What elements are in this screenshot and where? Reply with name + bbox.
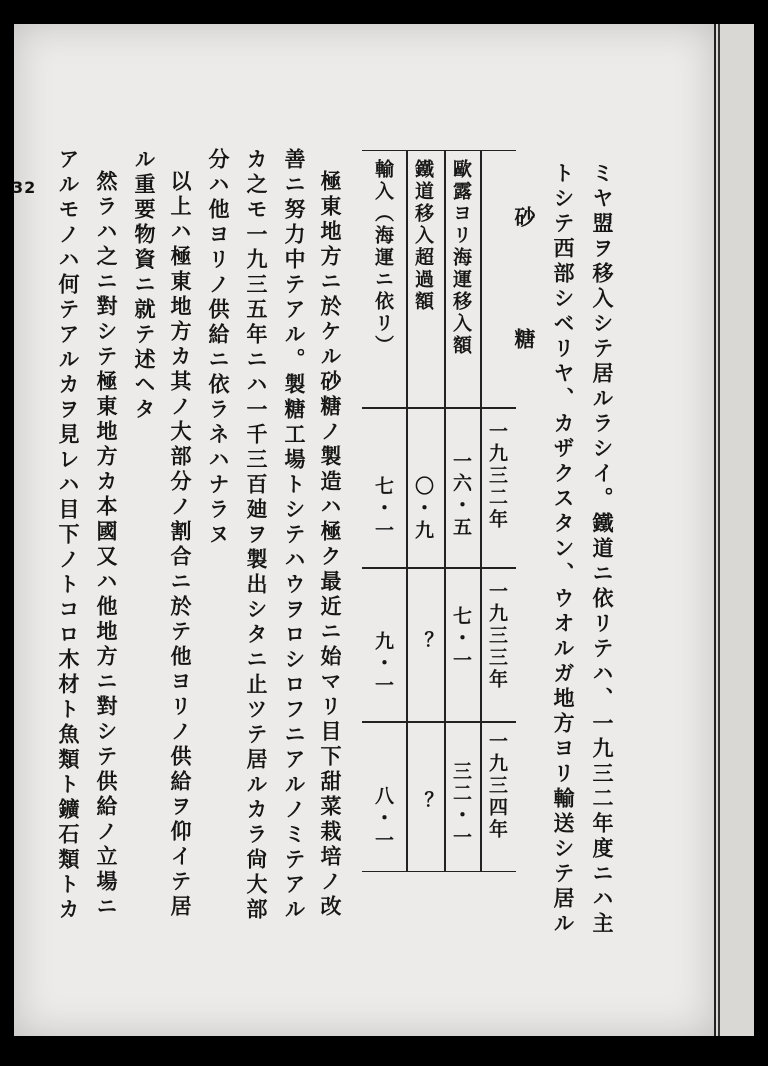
- table-cell: ？: [412, 631, 434, 653]
- text-line-6: 分ハ他ヨリノ供給ニ依ラネハナラヌ: [206, 148, 231, 548]
- section-heading: 砂 糖: [512, 206, 537, 389]
- table-header-year: 一九三二年: [486, 421, 508, 531]
- table-header-year: 一九三三年: [486, 581, 508, 691]
- text-line-3: 極東地方ニ於ケル砂糖ノ製造ハ極ク最近ニ始マリ目下甜菜栽培ノ改: [318, 170, 343, 920]
- table-cell: 七・一: [450, 606, 472, 672]
- text-line-5: カ之モ一九三五年ニハ一千三百廸ヲ製出シタニ止ツテ居ルカラ尙大部: [244, 148, 269, 923]
- text-line-2: トシテ西部シベリヤ、カザクスタン、ウオルガ地方ヨリ輸送シテ居ル: [551, 162, 576, 937]
- table-cell: 〇・九: [412, 476, 434, 542]
- table-divider: [480, 151, 482, 871]
- table-cell: 七・一: [372, 476, 394, 542]
- statistics-table: [362, 150, 516, 872]
- table-cell: 八・一: [372, 786, 394, 852]
- table-divider: [444, 151, 446, 871]
- table-row-label: 鐵道移入超過額: [412, 159, 434, 313]
- table-cell: 一六・五: [450, 451, 472, 539]
- table-row-label: 輸入（海運ニ依リ）: [372, 159, 394, 357]
- table-cell: ？: [412, 791, 434, 813]
- table-divider: [362, 721, 516, 723]
- table-divider: [362, 567, 516, 569]
- table-cell: 三二・一: [450, 761, 472, 849]
- table-cell: 九・一: [372, 631, 394, 697]
- page-edge: [714, 24, 754, 1036]
- text-line-10: アルモノハ何テアルカヲ見レハ目下ノトコロ木材ト魚類ト鑛石類トカ: [56, 148, 81, 923]
- text-line-9: 然ラハ之ニ對シテ極東地方カ本國又ハ他地方ニ對シテ供給ノ立場ニ: [94, 170, 119, 920]
- page-number: 32: [12, 178, 37, 197]
- text-line-4: 善ニ努力中テアル。製糖工場トシテハウヲロシロフニアルノミテアル: [282, 148, 307, 923]
- text-line-1: ミヤ盟ヲ移入シテ居ルラシイ。鐵道ニ依リテハ、一九三二年度ニハ主: [590, 162, 615, 937]
- text-line-7: 以上ハ極東地方カ其ノ大部分ノ割合ニ於テ他ヨリノ供給ヲ仰イテ居: [168, 170, 193, 920]
- page-edge-line: [718, 24, 720, 1036]
- table-header-year: 一九三四年: [486, 731, 508, 841]
- table-row-label: 歐露ヨリ海運移入額: [450, 159, 472, 357]
- table-divider: [406, 151, 408, 871]
- text-line-8: ル重要物資ニ就テ述ヘタ: [132, 148, 157, 423]
- table-divider: [362, 407, 516, 409]
